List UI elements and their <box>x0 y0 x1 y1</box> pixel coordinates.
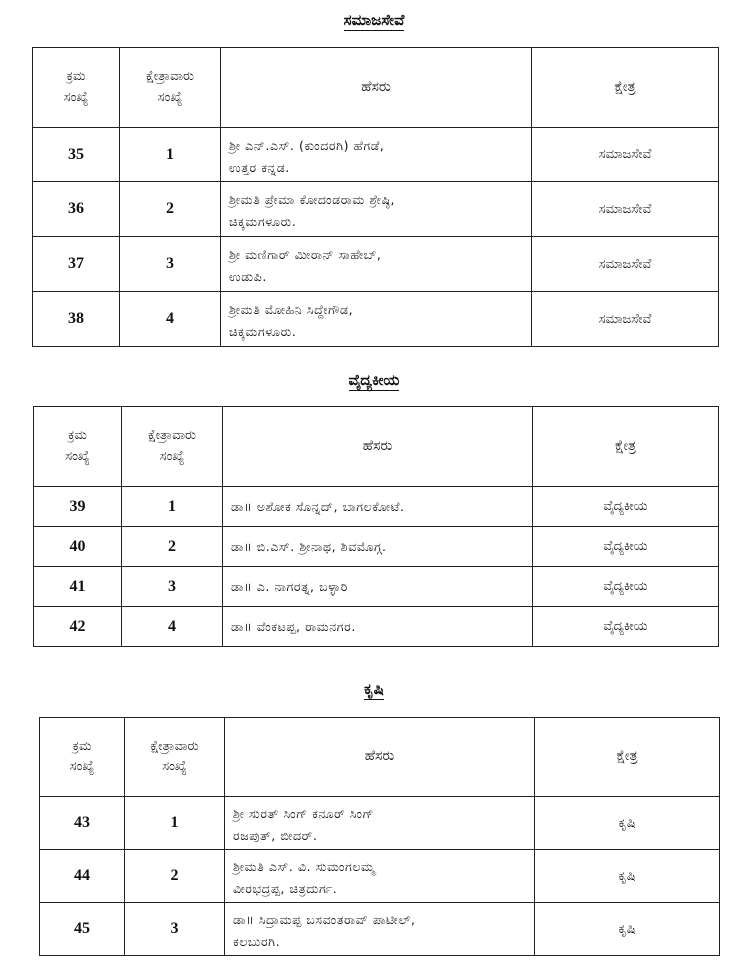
table-row <box>33 237 719 292</box>
header-row <box>40 718 720 797</box>
serial-cell: 41 <box>34 567 122 607</box>
serial-header: ಕ್ರಮ ಸಂಖ್ಯೆ <box>33 48 120 128</box>
table-row <box>40 797 720 850</box>
awardees-table <box>39 717 720 956</box>
name-header: ಹೆಸರು <box>221 48 532 128</box>
field-serial-cell: 2 <box>125 850 225 903</box>
field-serial-header: ಕ್ಷೇತ್ರಾವಾರು ಸಂಖ್ಯೆ <box>120 48 221 128</box>
table-row <box>33 128 719 182</box>
name-cell: ಡಾ॥ ಸಿದ್ರಾಮಪ್ಪ ಬಸವಂತರಾವ್ ಪಾಟೀಲ್, ಕಲಬುರಗಿ. <box>225 903 535 956</box>
name-cell: ಡಾ॥ ಬಿ.ಎಸ್. ಶ್ರೀನಾಥ, ಶಿವಮೊಗ್ಗ. <box>223 527 533 567</box>
name-cell: ಡಾ॥ ವೆಂಕಟಪ್ಪ, ರಾಮನಗರ. <box>223 607 533 647</box>
serial-cell: 43 <box>40 797 125 850</box>
field-cell: ಕೃಷಿ <box>535 850 720 903</box>
table-row <box>40 850 720 903</box>
name-header: ಹೆಸರು <box>223 407 533 487</box>
table-row <box>33 182 719 237</box>
name-cell: ಶ್ರೀಮತಿ ಮೋಹಿನಿ ಸಿದ್ದೇಗೌಡ, ಚಿಕ್ಕಮಗಳೂರು. <box>221 292 532 347</box>
field-serial-cell: 3 <box>125 903 225 956</box>
header-row <box>34 407 719 487</box>
awardees-table <box>33 406 719 647</box>
serial-cell: 44 <box>40 850 125 903</box>
field-cell: ವೈದ್ಯಕೀಯ <box>533 487 719 527</box>
field-cell: ಸಮಾಜಸೇವೆ <box>532 182 719 237</box>
table-row <box>34 607 719 647</box>
header-row <box>33 48 719 128</box>
serial-cell: 36 <box>33 182 120 237</box>
field-header: ಕ್ಷೇತ್ರ <box>532 48 719 128</box>
field-serial-cell: 1 <box>120 128 221 182</box>
name-cell: ಶ್ರೀಮತಿ ಪ್ರೇಮಾ ಕೋದಂಡರಾಮ ಶ್ರೇಷ್ಠಿ, ಚಿಕ್ಕಮಗಳೂರು. <box>221 182 532 237</box>
name-header: ಹೆಸರು <box>225 718 535 797</box>
field-serial-header: ಕ್ಷೇತ್ರಾವಾರು ಸಂಖ್ಯೆ <box>122 407 223 487</box>
serial-header: ಕ್ರಮ ಸಂಖ್ಯೆ <box>40 718 125 797</box>
serial-header: ಕ್ರಮ ಸಂಖ್ಯೆ <box>34 407 122 487</box>
field-cell: ಕೃಷಿ <box>535 903 720 956</box>
section-title: ಕೃಷಿ <box>364 680 384 698</box>
field-serial-cell: 1 <box>125 797 225 850</box>
field-cell: ವೈದ್ಯಕೀಯ <box>533 527 719 567</box>
field-cell: ಸಮಾಜಸೇವೆ <box>532 237 719 292</box>
serial-cell: 37 <box>33 237 120 292</box>
serial-cell: 35 <box>33 128 120 182</box>
name-cell: ಡಾ॥ ಅಶೋಕ ಸೊನ್ನದ್, ಬಾಗಲಕೋಟೆ. <box>223 487 533 527</box>
name-cell: ಶ್ರೀ ಮಣಿಗಾರ್ ಮೀರಾನ್ ಸಾಹೇಬ್, ಉಡುಪಿ. <box>221 237 532 292</box>
table-row <box>34 527 719 567</box>
field-serial-cell: 2 <box>120 182 221 237</box>
field-cell: ಸಮಾಜಸೇವೆ <box>532 292 719 347</box>
serial-cell: 38 <box>33 292 120 347</box>
field-header: ಕ್ಷೇತ್ರ <box>533 407 719 487</box>
field-serial-cell: 1 <box>122 487 223 527</box>
table-row <box>40 903 720 956</box>
field-serial-cell: 3 <box>122 567 223 607</box>
field-header: ಕ್ಷೇತ್ರ <box>535 718 720 797</box>
name-cell: ಶ್ರೀ ಸುರತ್ ಸಿಂಗ್ ಕನೂರ್ ಸಿಂಗ್ ರಜಪುತ್, ಬೀದರ್. <box>225 797 535 850</box>
awardees-table <box>32 47 719 347</box>
field-cell: ವೈದ್ಯಕೀಯ <box>533 607 719 647</box>
field-serial-cell: 3 <box>120 237 221 292</box>
section-title: ವೈದ್ಯಕೀಯ <box>348 371 400 389</box>
name-cell: ಶ್ರೀಮತಿ ಎಸ್. ವಿ. ಸುಮಂಗಲಮ್ಮ ವೀರಭದ್ರಪ್ಪ, ಚಿತ್ರದುರ್ಗ. <box>225 850 535 903</box>
serial-cell: 39 <box>34 487 122 527</box>
table-row <box>34 487 719 527</box>
section-title: ಸಮಾಜಸೇವೆ <box>343 11 405 29</box>
field-cell: ಕೃಷಿ <box>535 797 720 850</box>
serial-cell: 42 <box>34 607 122 647</box>
field-cell: ವೈದ್ಯಕೀಯ <box>533 567 719 607</box>
serial-cell: 45 <box>40 903 125 956</box>
table-row <box>34 567 719 607</box>
name-cell: ಡಾ॥ ಎ. ನಾಗರತ್ನ, ಬಳ್ಳಾರಿ <box>223 567 533 607</box>
field-serial-header: ಕ್ಷೇತ್ರಾವಾರು ಸಂಖ್ಯೆ <box>125 718 225 797</box>
field-serial-cell: 2 <box>122 527 223 567</box>
field-serial-cell: 4 <box>120 292 221 347</box>
field-cell: ಸಮಾಜಸೇವೆ <box>532 128 719 182</box>
name-cell: ಶ್ರೀ ಎನ್.ಎಸ್. (ಕುಂದರಗಿ) ಹೆಗಡೆ, ಉತ್ತರ ಕನ್ನಡ. <box>221 128 532 182</box>
table-row <box>33 292 719 347</box>
serial-cell: 40 <box>34 527 122 567</box>
field-serial-cell: 4 <box>122 607 223 647</box>
